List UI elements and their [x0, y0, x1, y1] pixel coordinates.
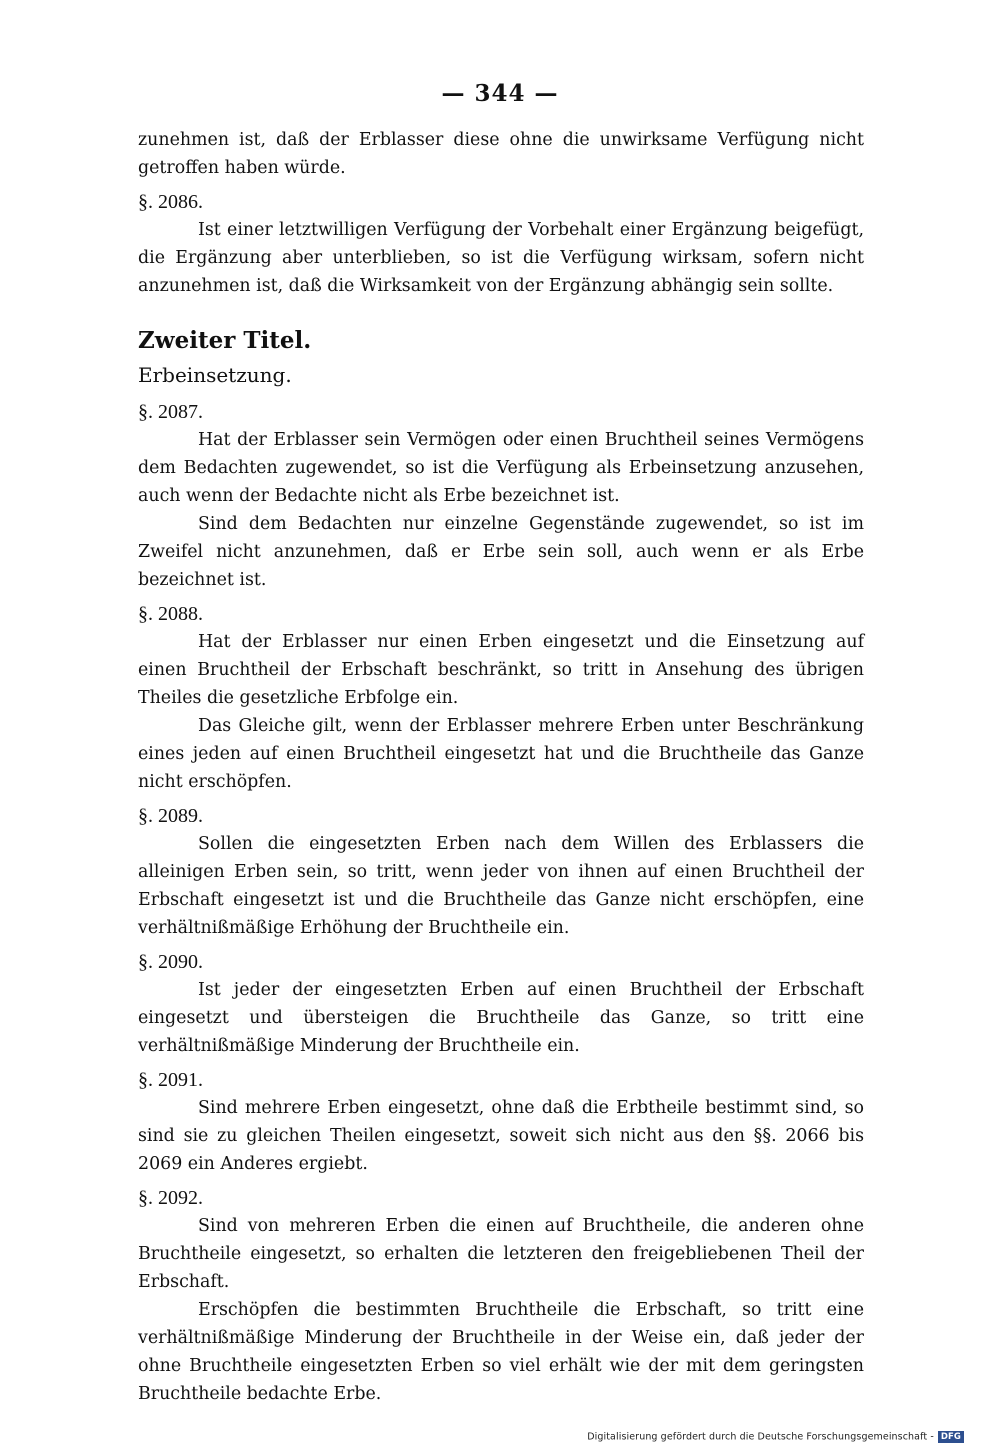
paragraph: Sollen die eingesetzten Erben nach dem Willen des Erblassers die alleinigen Erben sein, so tritt, wenn jeder von ihnen auf einen Bruchtheil der Erbschaft eingesetzt ist und die Bruchtheile das Ganze nicht erschöpfen, eine verhältnißmäßige Erhöhung der Bruchtheile ein.	[138, 834, 864, 938]
paragraph: Ist jeder der eingesetzten Erben auf einen Bruchtheil der Erbschaft eingesetzt und übersteigen die Bruchtheile das Ganze, so tritt eine verhältnißmäßige Minderung der Bruchtheile ein.	[138, 980, 864, 1056]
paragraph: Sind von mehreren Erben die einen auf Bruchtheile, die anderen ohne Bruchtheile eingesetzt, so erhalten die letzteren den freigebliebenen Theil der Erbschaft.	[138, 1216, 864, 1292]
paragraph: Ist einer letztwilligen Verfügung der Vorbehalt einer Ergänzung beigefügt, die Ergänzung aber unterblieben, so ist die Verfügung wirksam, sofern nicht anzunehmen ist, daß die Wirksamkeit von der Ergänzung abhängig sein sollte.	[138, 220, 864, 296]
paragraph: Sind mehrere Erben eingesetzt, ohne daß die Erbtheile bestimmt sind, so sind sie zu gleichen Theilen eingesetzt, soweit sich nicht aus den §§. 2066 bis 2069 ein Anderes ergiebt.	[138, 1098, 864, 1174]
dfg-logo: DFG	[938, 1431, 964, 1443]
chapter-title: Zweiter Titel.	[138, 327, 312, 354]
document-body	[138, 126, 864, 1408]
spacer	[138, 300, 864, 324]
section-heading: §. 2086.	[138, 191, 203, 213]
chapter-subtitle: Erbeinsetzung.	[138, 363, 292, 387]
paragraph: Erschöpfen die bestimmten Bruchtheile die Erbschaft, so tritt eine verhältnißmäßige Minderung der Bruchtheile in der Weise ein, daß jeder der ohne Bruchtheile eingesetzten Erben so viel erhält wie der mit dem geringsten Bruchtheile bedachte Erbe.	[138, 1300, 864, 1404]
digitization-credit	[587, 1431, 964, 1443]
section-heading: §. 2087.	[138, 401, 203, 423]
section-heading: §. 2088.	[138, 603, 203, 625]
paragraph: Hat der Erblasser nur einen Erben eingesetzt und die Einsetzung auf einen Bruchtheil der Erbschaft beschränkt, so tritt in Ansehung des übrigen Theiles die gesetzliche Erbfolge ein.	[138, 632, 864, 708]
section-heading: §. 2090.	[138, 951, 203, 973]
paragraph: zunehmen ist, daß der Erblasser diese ohne die unwirksame Verfügung nicht getroffen haben würde.	[138, 130, 864, 178]
paragraph: Sind dem Bedachten nur einzelne Gegenstände zugewendet, so ist im Zweifel nicht anzunehmen, daß er Erbe sein soll, auch wenn er als Erbe bezeichnet ist.	[138, 514, 864, 590]
section-heading: §. 2089.	[138, 805, 203, 827]
digitization-credit-text: Digitalisierung gefördert durch die Deutsche Forschungsgemeinschaft -	[587, 1431, 934, 1443]
paragraph: Hat der Erblasser sein Vermögen oder einen Bruchtheil seines Vermögens dem Bedachten zugewendet, so ist die Verfügung als Erbeinsetzung anzusehen, auch wenn der Bedachte nicht als Erbe bezeichnet ist.	[138, 430, 864, 506]
page-number: — 344 —	[441, 80, 559, 107]
section-heading: §. 2091.	[138, 1069, 203, 1091]
section-heading: §. 2092.	[138, 1187, 203, 1209]
paragraph: Das Gleiche gilt, wenn der Erblasser mehrere Erben unter Beschränkung eines jeden auf einen Bruchtheil eingesetzt hat und die Bruchtheile das Ganze nicht erschöpfen.	[138, 716, 864, 792]
